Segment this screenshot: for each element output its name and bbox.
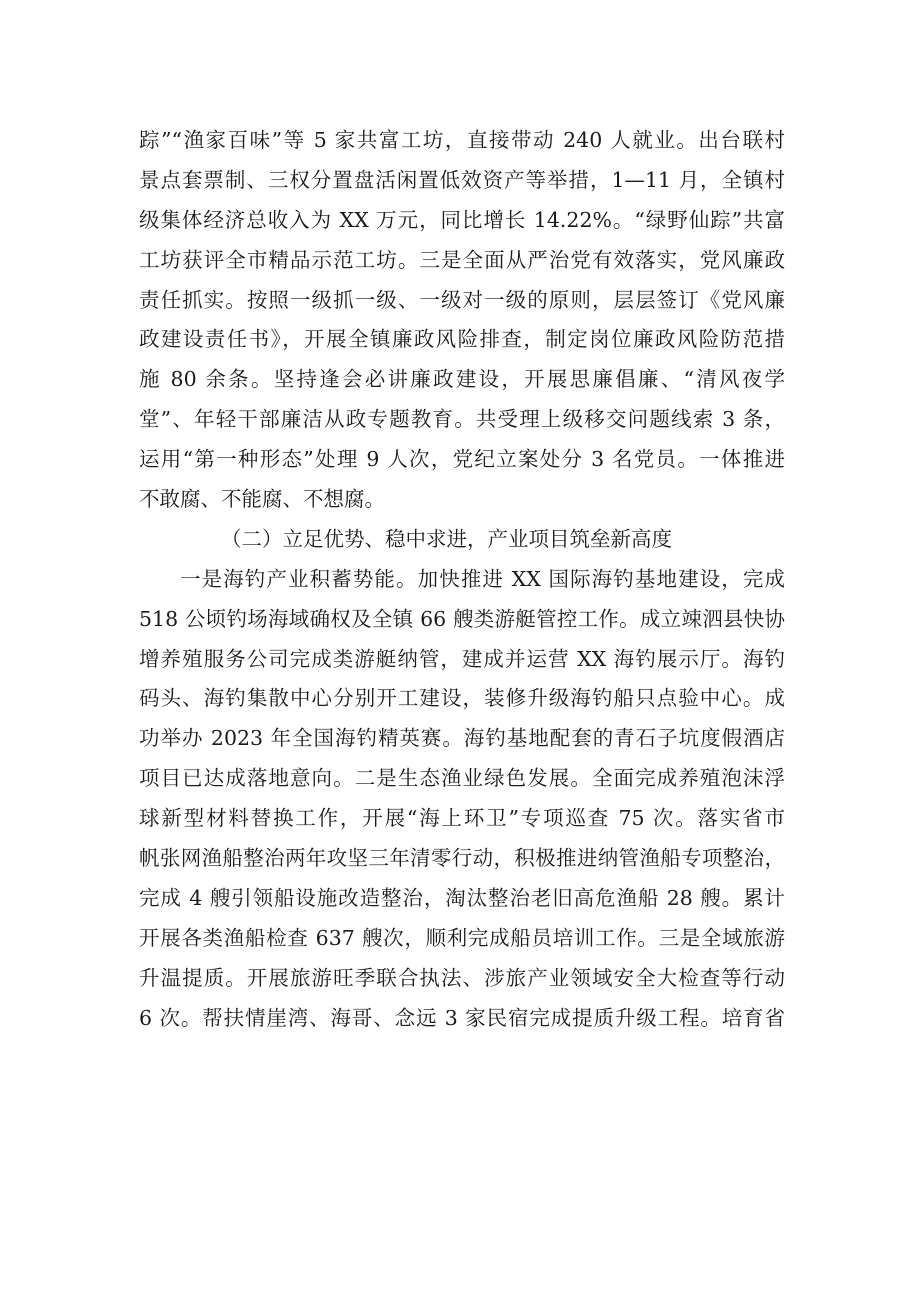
text-line: 运用“第一种形态”处理 9 人次，党纪立案处分 3 名党员。一体推进 <box>139 447 785 472</box>
text-line: 景点套票制、三权分置盘活闲置低效资产等举措，1—11 月，全镇村 <box>139 167 785 192</box>
text-line: 一是海钓产业积蓄势能。加快推进 XX 国际海钓基地建设，完成 <box>180 566 785 591</box>
text-line: 帆张网渔船整治两年攻坚三年清零行动，积极推进纳管渔船专项整治， <box>139 846 785 871</box>
text-line: 责任抓实。按照一级抓一级、一级对一级的原则，层层签订《党风廉 <box>139 287 785 312</box>
text-line: 不敢腐、不能腐、不想腐。 <box>139 487 385 512</box>
text-line: 政建设责任书》，开展全镇廉政风险排查，制定岗位廉政风险防范措 <box>139 327 785 352</box>
text-line: 6 次。帮扶情崖湾、海哥、念远 3 家民宿完成提质升级工程。培育省 <box>139 1005 785 1030</box>
text-line: 工坊获评全市精品示范工坊。三是全面从严治党有效落实，党风廉政 <box>139 247 785 272</box>
text-line: 增养殖服务公司完成类游艇纳管，建成并运营 XX 海钓展示厅。海钓 <box>139 646 785 671</box>
body-text <box>139 121 785 1038</box>
text-line: 518 公顷钓场海域确权及全镇 66 艘类游艇管控工作。成立竦泗县快协 <box>139 606 785 631</box>
text-line: 球新型材料替换工作，开展“海上环卫”专项巡查 75 次。落实省市 <box>139 806 785 831</box>
text-line: 开展各类渔船检查 637 艘次，顺利完成船员培训工作。三是全域旅游 <box>139 925 785 950</box>
text-line: 踪”“渔家百味”等 5 家共富工坊，直接带动 240 人就业。出台联村 <box>139 128 785 152</box>
text-line: 码头、海钓集散中心分别开工建设，装修升级海钓船只点验中心。成 <box>139 686 785 711</box>
text-line: 升温提质。开展旅游旺季联合执法、涉旅产业领域安全大检查等行动 <box>139 965 785 990</box>
text-line: 项目已达成落地意向。二是生态渔业绿色发展。全面完成养殖泡沫浮 <box>139 766 785 791</box>
text-line: 堂”、年轻干部廉洁从政专题教育。共受理上级移交问题线索 3 条， <box>139 407 785 432</box>
text-line: 施 80 余条。坚持逢会必讲廉政建设，开展思廉倡廉、“清风夜学 <box>139 367 785 392</box>
text-line: 完成 4 艘引领船设施改造整治，淘汰整治老旧高危渔船 28 艘。累计 <box>139 885 785 910</box>
text-line: 功举办 2023 年全国海钓精英赛。海钓基地配套的青石子坑度假酒店 <box>139 726 785 751</box>
text-line: 级集体经济总收入为 XX 万元，同比增长 14.22%。“绿野仙踪”共富 <box>139 207 785 232</box>
section-heading: （二）立足优势、稳中求进，产业项目筑垒新高度 <box>221 526 672 551</box>
